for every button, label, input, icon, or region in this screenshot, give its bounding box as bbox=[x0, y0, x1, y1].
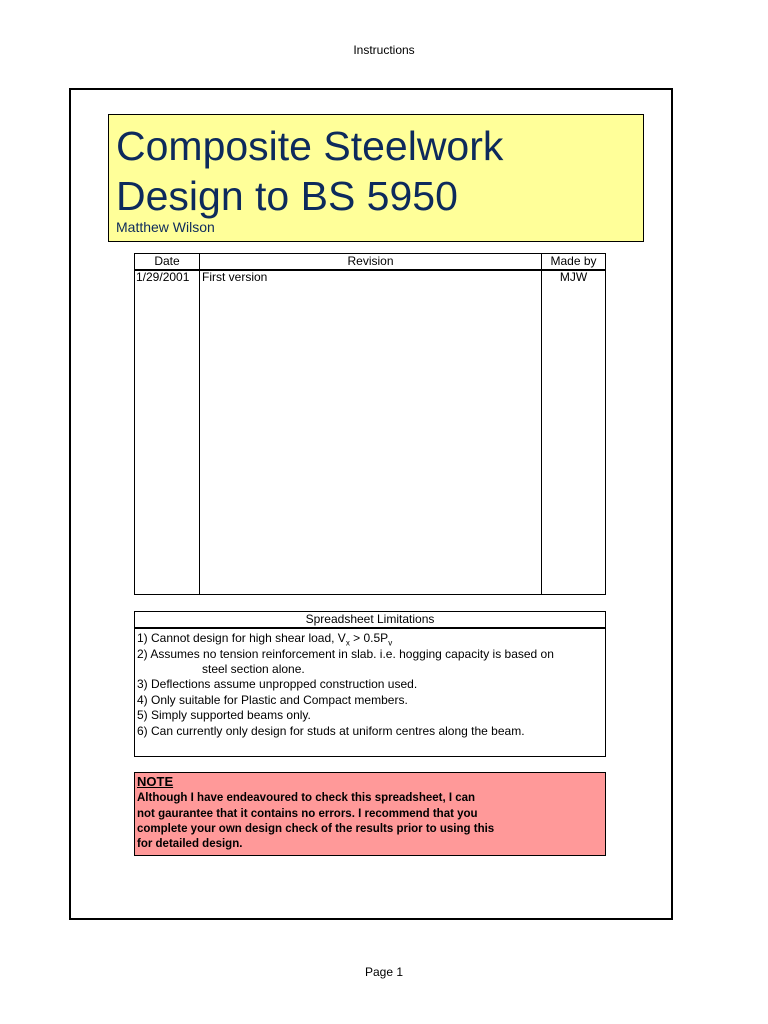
title-line-1: Composite Steelwork bbox=[116, 123, 504, 169]
title-box bbox=[108, 114, 644, 242]
limitation-item-2-cont: steel section alone. bbox=[202, 662, 305, 676]
note-line: not gaurantee that it contains no errors. I recommend that you bbox=[137, 808, 478, 820]
column-divider bbox=[199, 254, 200, 594]
row-made-by: MJW bbox=[559, 270, 588, 284]
limitation-item-6: 6) Can currently only design for studs at uniform centres along the beam. bbox=[137, 724, 525, 738]
revision-table bbox=[134, 253, 606, 595]
note-line: Although I have endeavoured to check this spreadsheet, I can bbox=[137, 792, 476, 804]
header-date: Date bbox=[154, 254, 180, 268]
page-footer: Page 1 bbox=[364, 965, 404, 979]
row-date: 1/29/2001 bbox=[136, 270, 190, 284]
note-title: NOTE bbox=[137, 774, 174, 789]
limitation-item-3: 3) Deflections assume unpropped construction used. bbox=[137, 677, 418, 691]
header-revision: Revision bbox=[347, 254, 394, 268]
limitations-heading: Spreadsheet Limitations bbox=[135, 612, 605, 629]
note-line: complete your own design check of the results prior to using this bbox=[137, 823, 495, 835]
limitation-item-2: 2) Assumes no tension reinforcement in slab. i.e. hogging capacity is based on bbox=[137, 647, 554, 661]
revision-table-header bbox=[135, 254, 605, 271]
limitations-box bbox=[134, 611, 606, 757]
header-made-by: Made by bbox=[550, 254, 597, 268]
note-box bbox=[134, 772, 606, 856]
title-line-2: Design to BS 5950 bbox=[116, 173, 458, 219]
note-line: for detailed design. bbox=[137, 838, 243, 850]
author-name: Matthew Wilson bbox=[116, 219, 215, 235]
limitation-item-5: 5) Simply supported beams only. bbox=[137, 708, 311, 722]
limitation-item-4: 4) Only suitable for Plastic and Compact members. bbox=[137, 693, 408, 707]
page-header: Instructions bbox=[353, 43, 415, 57]
column-divider bbox=[541, 254, 542, 594]
row-revision: First version bbox=[202, 270, 268, 284]
limitation-item-1: 1) Cannot design for high shear load, $V_x > 0.5P_v$ bbox=[137, 631, 393, 648]
